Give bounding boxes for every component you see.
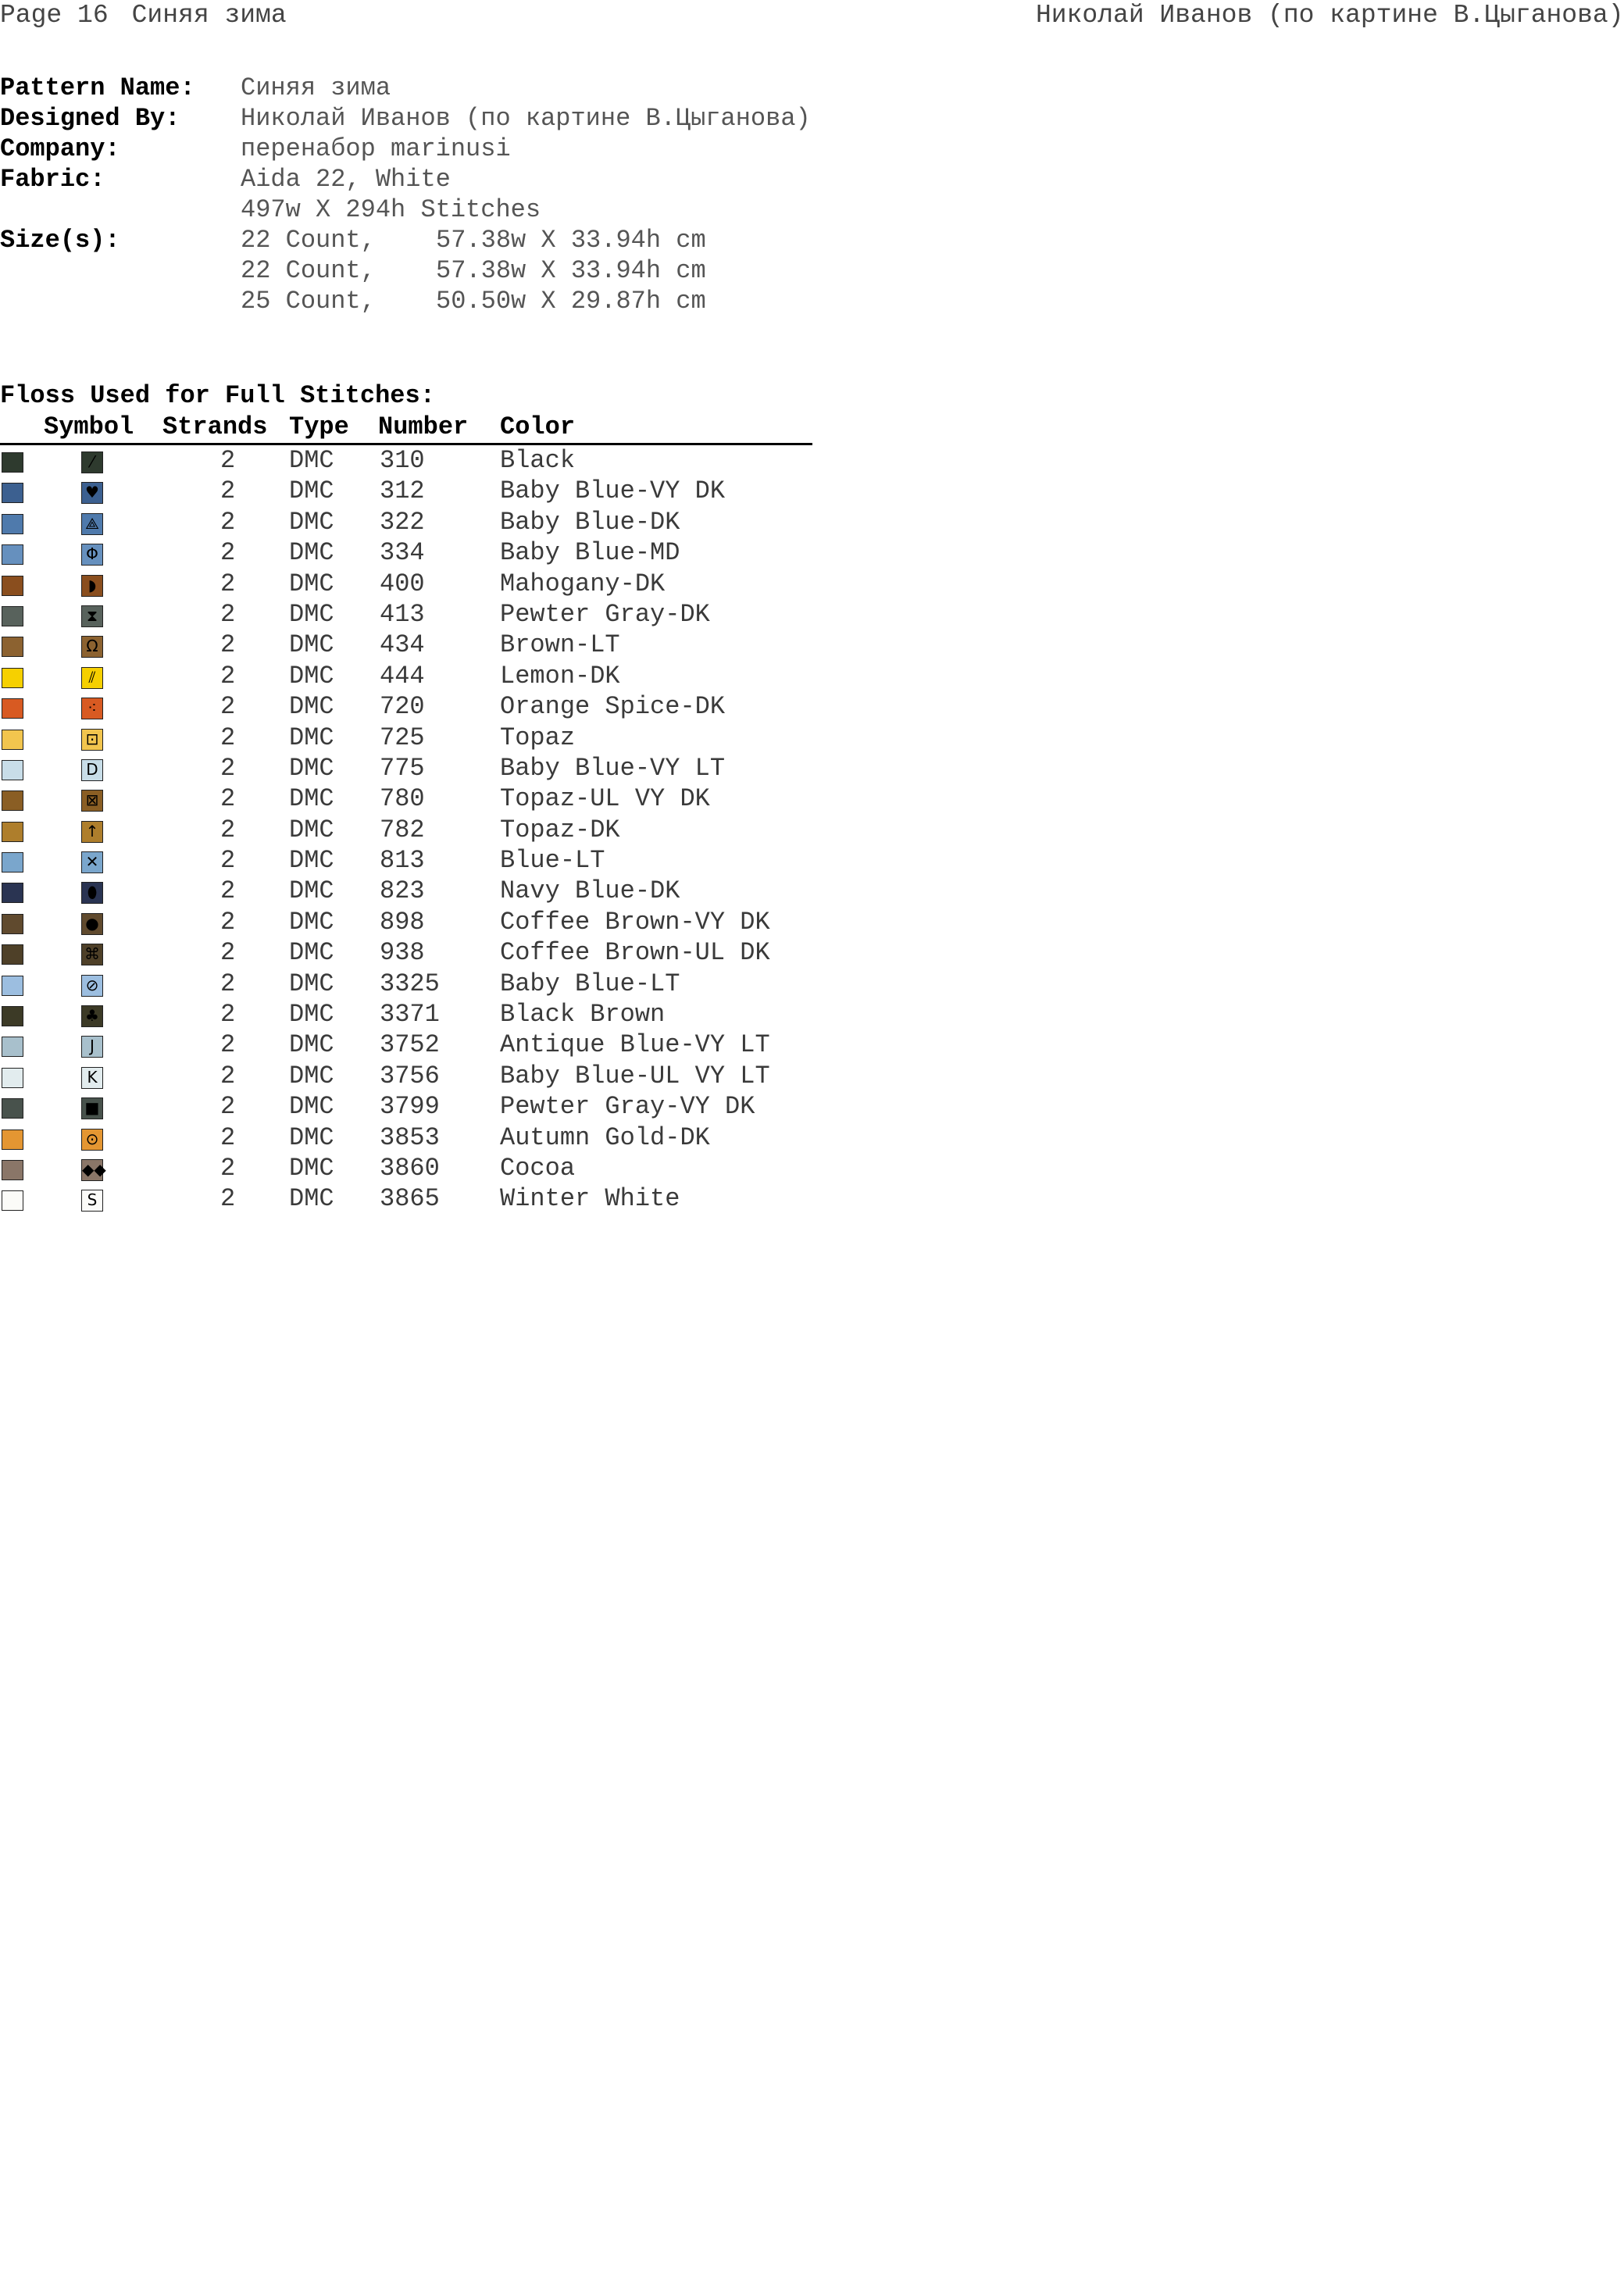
stitch-symbol-icon: ◆◆ bbox=[81, 1159, 103, 1181]
color-swatch bbox=[2, 822, 23, 842]
company-value: перенабор marinusi bbox=[241, 134, 511, 163]
color-swatch bbox=[2, 944, 23, 965]
stitch-symbol-icon: J bbox=[81, 1036, 103, 1058]
color-swatch bbox=[2, 698, 23, 719]
stitch-symbol-icon: ⬮ bbox=[81, 882, 103, 904]
stitch-symbol-icon: S bbox=[81, 1190, 103, 1212]
number-cell: 400 bbox=[380, 569, 425, 598]
number-cell: 3756 bbox=[380, 1061, 440, 1090]
color-name-cell: Lemon-DK bbox=[500, 661, 620, 691]
color-swatch bbox=[2, 576, 23, 596]
color-name-cell: Mahogany-DK bbox=[500, 569, 666, 598]
strands-cell: 2 bbox=[220, 1153, 236, 1183]
color-swatch bbox=[2, 606, 23, 626]
header-author: Николай Иванов (по картине В.Цыганова) bbox=[1036, 1, 1624, 30]
table-row bbox=[0, 445, 812, 476]
stitch-symbol-icon: ⫽ bbox=[81, 667, 103, 689]
size-count: 22 Count, bbox=[241, 226, 376, 255]
stitch-symbol-icon: K bbox=[81, 1067, 103, 1089]
stitch-symbol-icon: ⊘ bbox=[81, 975, 103, 997]
strands-cell: 2 bbox=[220, 907, 236, 937]
color-swatch bbox=[2, 452, 23, 473]
size-dims: 57.38w X 33.94h cm bbox=[436, 256, 706, 285]
number-cell: 413 bbox=[380, 599, 425, 629]
type-cell: DMC bbox=[289, 815, 334, 844]
stitch-symbol-icon: ⊙ bbox=[81, 1129, 103, 1151]
number-cell: 3799 bbox=[380, 1092, 440, 1122]
size-dims: 50.50w X 29.87h cm bbox=[436, 287, 706, 316]
stitch-symbol-icon: ♥ bbox=[81, 482, 103, 504]
strands-cell: 2 bbox=[220, 846, 236, 876]
table-row bbox=[0, 723, 812, 753]
type-cell: DMC bbox=[289, 507, 334, 537]
table-row bbox=[0, 783, 812, 814]
color-name-cell: Antique Blue-VY LT bbox=[500, 1030, 770, 1060]
table-row bbox=[0, 507, 812, 537]
number-cell: 823 bbox=[380, 876, 425, 906]
color-name-cell: Black Brown bbox=[500, 1000, 666, 1030]
stitches-value: 497w X 294h Stitches bbox=[241, 195, 541, 224]
stitch-symbol-icon: ♣ bbox=[81, 1005, 103, 1027]
type-cell: DMC bbox=[289, 969, 334, 998]
number-cell: 775 bbox=[380, 753, 425, 783]
color-swatch bbox=[2, 883, 23, 903]
stitch-symbol-icon: ◗ bbox=[81, 575, 103, 597]
type-cell: DMC bbox=[289, 784, 334, 814]
color-name-cell: Baby Blue-DK bbox=[500, 507, 680, 537]
number-cell: 3860 bbox=[380, 1153, 440, 1183]
col-header-type: Type bbox=[289, 412, 349, 441]
strands-cell: 2 bbox=[220, 569, 236, 598]
stitch-symbol-icon: ⧗ bbox=[81, 605, 103, 627]
strands-cell: 2 bbox=[220, 1122, 236, 1152]
color-name-cell: Navy Blue-DK bbox=[500, 876, 680, 906]
number-cell: 3325 bbox=[380, 969, 440, 998]
table-row bbox=[0, 599, 812, 630]
color-swatch bbox=[2, 637, 23, 657]
color-name-cell: Blue-LT bbox=[500, 846, 605, 876]
number-cell: 322 bbox=[380, 507, 425, 537]
col-header-symbol: Symbol bbox=[44, 412, 134, 441]
type-cell: DMC bbox=[289, 1061, 334, 1090]
strands-cell: 2 bbox=[220, 1061, 236, 1090]
color-name-cell: Baby Blue-VY LT bbox=[500, 753, 726, 783]
floss-table-header bbox=[0, 412, 812, 443]
table-row bbox=[0, 1153, 812, 1183]
color-swatch bbox=[2, 1130, 23, 1150]
color-swatch bbox=[2, 914, 23, 934]
color-swatch bbox=[2, 1006, 23, 1026]
strands-cell: 2 bbox=[220, 538, 236, 568]
type-cell: DMC bbox=[289, 446, 334, 475]
number-cell: 444 bbox=[380, 661, 425, 691]
number-cell: 725 bbox=[380, 723, 425, 752]
color-name-cell: Topaz-UL VY DK bbox=[500, 784, 710, 814]
col-header-color: Color bbox=[500, 412, 576, 441]
strands-cell: 2 bbox=[220, 692, 236, 722]
fabric-label: Fabric: bbox=[0, 165, 105, 194]
type-cell: DMC bbox=[289, 846, 334, 876]
type-cell: DMC bbox=[289, 1030, 334, 1060]
type-cell: DMC bbox=[289, 1092, 334, 1122]
strands-cell: 2 bbox=[220, 476, 236, 506]
number-cell: 3853 bbox=[380, 1122, 440, 1152]
table-row bbox=[0, 815, 812, 845]
table-row bbox=[0, 845, 812, 876]
header-title: Синяя зима bbox=[131, 1, 287, 30]
strands-cell: 2 bbox=[220, 661, 236, 691]
strands-cell: 2 bbox=[220, 938, 236, 968]
table-row bbox=[0, 907, 812, 937]
stitch-symbol-icon: Φ bbox=[81, 544, 103, 566]
strands-cell: 2 bbox=[220, 1184, 236, 1214]
color-name-cell: Pewter Gray-DK bbox=[500, 599, 710, 629]
stitch-symbol-icon: ⁖ bbox=[81, 698, 103, 719]
type-cell: DMC bbox=[289, 1122, 334, 1152]
number-cell: 782 bbox=[380, 815, 425, 844]
stitch-symbol-icon: ⊠ bbox=[81, 790, 103, 812]
table-row bbox=[0, 691, 812, 722]
designed-by-label: Designed By: bbox=[0, 104, 180, 133]
table-row bbox=[0, 876, 812, 906]
type-cell: DMC bbox=[289, 1000, 334, 1030]
number-cell: 3865 bbox=[380, 1184, 440, 1214]
stitch-symbol-icon: ✕ bbox=[81, 851, 103, 873]
stitch-symbol-icon: D bbox=[81, 759, 103, 781]
color-name-cell: Coffee Brown-UL DK bbox=[500, 938, 770, 968]
pattern-name-value: Синяя зима bbox=[241, 73, 391, 102]
color-name-cell: Autumn Gold-DK bbox=[500, 1122, 710, 1152]
type-cell: DMC bbox=[289, 569, 334, 598]
sizes-label: Size(s): bbox=[0, 226, 120, 255]
table-row bbox=[0, 569, 812, 599]
color-name-cell: Topaz bbox=[500, 723, 576, 752]
fabric-value: Aida 22, White bbox=[241, 165, 451, 194]
stitch-symbol-icon: ⁄ bbox=[81, 451, 103, 473]
color-name-cell: Pewter Gray-VY DK bbox=[500, 1092, 755, 1122]
color-name-cell: Baby Blue-LT bbox=[500, 969, 680, 998]
color-swatch bbox=[2, 760, 23, 780]
stitch-symbol-icon: ● bbox=[81, 913, 103, 935]
page-header-left bbox=[0, 0, 287, 31]
strands-cell: 2 bbox=[220, 815, 236, 844]
color-name-cell: Baby Blue-MD bbox=[500, 538, 680, 568]
color-name-cell: Winter White bbox=[500, 1184, 680, 1214]
col-header-number: Number bbox=[378, 412, 469, 441]
type-cell: DMC bbox=[289, 661, 334, 691]
type-cell: DMC bbox=[289, 938, 334, 968]
table-row bbox=[0, 1061, 812, 1091]
strands-cell: 2 bbox=[220, 630, 236, 660]
color-swatch bbox=[2, 730, 23, 750]
company-label: Company: bbox=[0, 134, 120, 163]
table-row bbox=[0, 753, 812, 783]
color-swatch bbox=[2, 1190, 23, 1211]
type-cell: DMC bbox=[289, 599, 334, 629]
strands-cell: 2 bbox=[220, 446, 236, 475]
color-swatch bbox=[2, 1160, 23, 1180]
stitch-symbol-icon: ■ bbox=[81, 1097, 103, 1119]
number-cell: 334 bbox=[380, 538, 425, 568]
table-row bbox=[0, 1122, 812, 1153]
floss-section-title: Floss Used for Full Stitches: bbox=[0, 381, 435, 410]
color-swatch bbox=[2, 514, 23, 534]
type-cell: DMC bbox=[289, 630, 334, 660]
size-count: 22 Count, bbox=[241, 256, 376, 285]
color-name-cell: Baby Blue-UL VY LT bbox=[500, 1061, 770, 1090]
color-swatch bbox=[2, 1037, 23, 1057]
color-swatch bbox=[2, 668, 23, 688]
number-cell: 780 bbox=[380, 784, 425, 814]
strands-cell: 2 bbox=[220, 784, 236, 814]
color-swatch bbox=[2, 852, 23, 873]
number-cell: 720 bbox=[380, 692, 425, 722]
stitch-symbol-icon: ↑ bbox=[81, 821, 103, 843]
type-cell: DMC bbox=[289, 476, 334, 506]
type-cell: DMC bbox=[289, 1153, 334, 1183]
designed-by-value: Николай Иванов (по картине В.Цыганова) bbox=[241, 104, 811, 133]
number-cell: 312 bbox=[380, 476, 425, 506]
number-cell: 3371 bbox=[380, 1000, 440, 1030]
strands-cell: 2 bbox=[220, 507, 236, 537]
stitch-symbol-icon: Ω bbox=[81, 636, 103, 658]
color-name-cell: Cocoa bbox=[500, 1153, 576, 1183]
table-row bbox=[0, 937, 812, 968]
stitch-symbol-icon: ⌘ bbox=[81, 944, 103, 965]
color-name-cell: Baby Blue-VY DK bbox=[500, 476, 726, 506]
type-cell: DMC bbox=[289, 876, 334, 906]
table-row bbox=[0, 1183, 812, 1214]
number-cell: 898 bbox=[380, 907, 425, 937]
type-cell: DMC bbox=[289, 723, 334, 752]
color-swatch bbox=[2, 544, 23, 565]
color-swatch bbox=[2, 790, 23, 811]
type-cell: DMC bbox=[289, 907, 334, 937]
strands-cell: 2 bbox=[220, 723, 236, 752]
strands-cell: 2 bbox=[220, 599, 236, 629]
table-row bbox=[0, 476, 812, 506]
table-row bbox=[0, 1091, 812, 1122]
stitch-symbol-icon: ⊡ bbox=[81, 729, 103, 751]
type-cell: DMC bbox=[289, 1184, 334, 1214]
number-cell: 434 bbox=[380, 630, 425, 660]
color-name-cell: Brown-LT bbox=[500, 630, 620, 660]
strands-cell: 2 bbox=[220, 1092, 236, 1122]
table-row bbox=[0, 969, 812, 999]
col-header-strands: Strands bbox=[162, 412, 268, 441]
size-count: 25 Count, bbox=[241, 287, 376, 316]
strands-cell: 2 bbox=[220, 969, 236, 998]
color-swatch bbox=[2, 1068, 23, 1088]
pattern-name-label: Pattern Name: bbox=[0, 73, 195, 102]
color-name-cell: Black bbox=[500, 446, 576, 475]
color-name-cell: Coffee Brown-VY DK bbox=[500, 907, 770, 937]
type-cell: DMC bbox=[289, 753, 334, 783]
color-swatch bbox=[2, 1098, 23, 1119]
type-cell: DMC bbox=[289, 692, 334, 722]
color-name-cell: Orange Spice-DK bbox=[500, 692, 726, 722]
type-cell: DMC bbox=[289, 538, 334, 568]
strands-cell: 2 bbox=[220, 1030, 236, 1060]
strands-cell: 2 bbox=[220, 876, 236, 906]
number-cell: 3752 bbox=[380, 1030, 440, 1060]
floss-table-body bbox=[0, 445, 812, 1215]
color-swatch bbox=[2, 483, 23, 503]
strands-cell: 2 bbox=[220, 753, 236, 783]
table-row bbox=[0, 999, 812, 1030]
color-swatch bbox=[2, 976, 23, 996]
table-row bbox=[0, 630, 812, 660]
table-row bbox=[0, 1030, 812, 1060]
number-cell: 938 bbox=[380, 938, 425, 968]
number-cell: 813 bbox=[380, 846, 425, 876]
table-row bbox=[0, 537, 812, 568]
page-number: Page 16 bbox=[0, 1, 109, 30]
number-cell: 310 bbox=[380, 446, 425, 475]
size-dims: 57.38w X 33.94h cm bbox=[436, 226, 706, 255]
strands-cell: 2 bbox=[220, 1000, 236, 1030]
color-name-cell: Topaz-DK bbox=[500, 815, 620, 844]
stitch-symbol-icon: ⟁ bbox=[81, 513, 103, 535]
table-row bbox=[0, 661, 812, 691]
